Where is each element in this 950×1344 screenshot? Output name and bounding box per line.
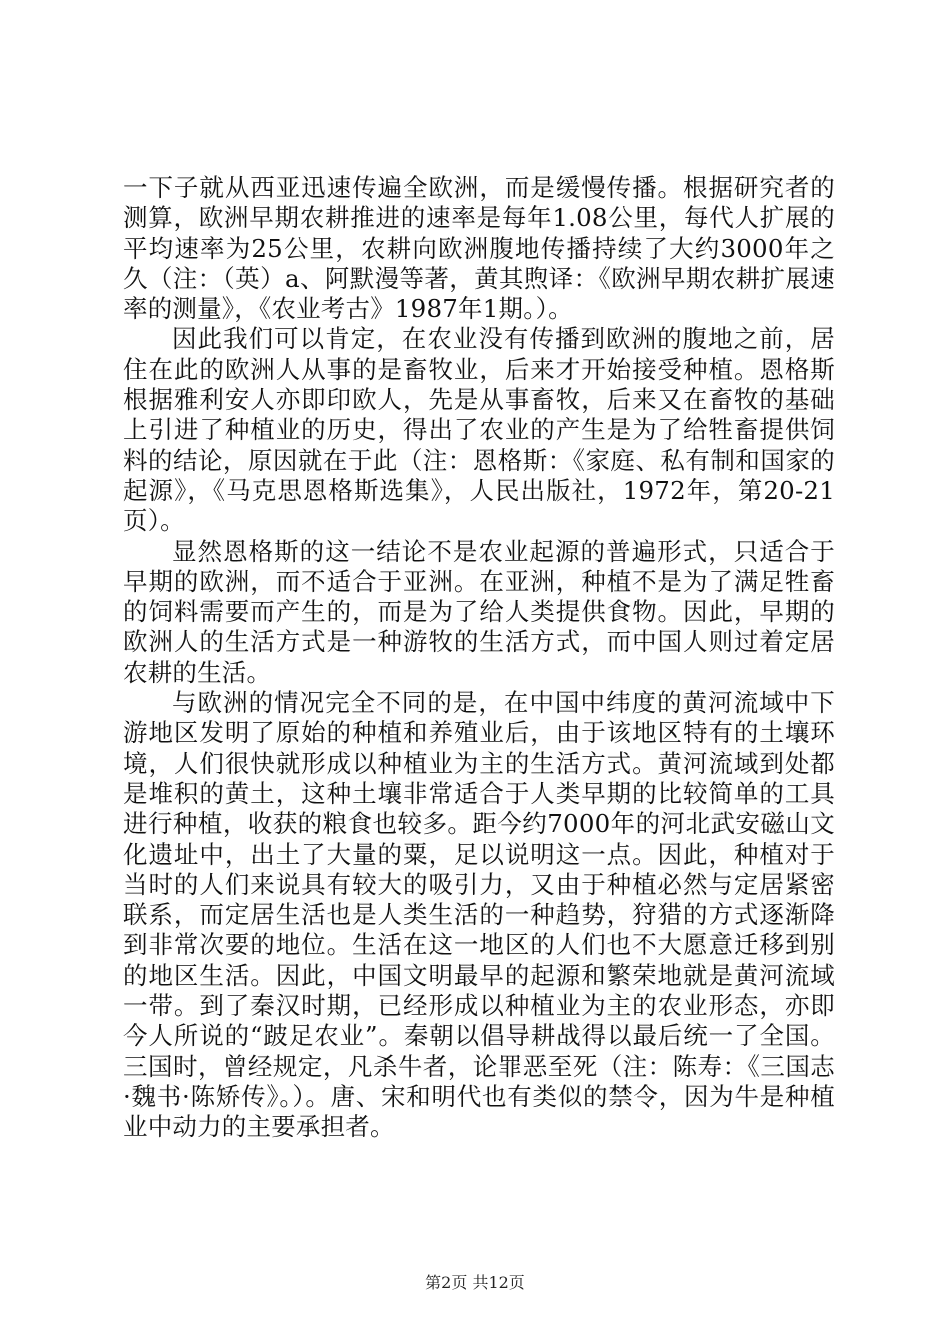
paragraph: 显然恩格斯的这一结论不是农业起源的普遍形式，只适合于早期的欧洲，而不适合于亚洲。在亚洲，种植不是为了满足牲畜的饲料需要而产生的，而是为了给人类提供食物。因此，早期的欧洲人的生活方式是一种游牧的生活方式，而中国人则过着定居农耕的生活。 (123, 536, 835, 687)
paragraph: 与欧洲的情况完全不同的是，在中国中纬度的黄河流域中下游地区发明了原始的种植和养殖业后，由于该地区特有的土壤环境，人们很快就形成以种植业为主的生活方式。黄河流域到处都是堆积的黄土，这种土壤非常适合于人类早期的比较简单的工具进行种植，收获的粮食也较多。距今约7000年的河北武安磁山文化遗址中，出土了大量的粟，足以说明这一点。因此，种植对于当时的人们来说具有较大的吸引力，又由于种植必然与定居紧密联系，而定居生活也是人类生活的一种趋势，狩猎的方式逐渐降到非常次要的地位。生活在这一地区的人们也不大愿意迁移到别的地区生活。因此，中国文明最早的起源和繁荣地就是黄河流域一带。到了秦汉时期，已经形成以种植业为主的农业形态，亦即今人所说的“跛足农业”。秦朝以倡导耕战得以最后统一了全国。三国时，曾经规定，凡杀牛者，论罪恶至死（注：陈寿：《三国志·魏书·陈矫传》。）。唐、宋和明代也有类似的禁令，因为牛是种植业中动力的主要承担者。 (123, 688, 835, 1142)
document-body (123, 173, 835, 1143)
paragraph: 因此我们可以肯定，在农业没有传播到欧洲的腹地之前，居住在此的欧洲人从事的是畜牧业，后来才开始接受种植。恩格斯根据雅利安人亦即印欧人，先是从事畜牧，后来又在畜牧的基础上引进了种植业的历史，得出了农业的产生是为了给牲畜提供饲料的结论，原因就在于此（注：恩格斯：《家庭、私有制和国家的起源》，《马克思恩格斯选集》，人民出版社，1972年，第20-21页）。 (123, 324, 835, 536)
paragraph-continued: 一下子就从西亚迅速传遍全欧洲，而是缓慢传播。根据研究者的测算，欧洲早期农耕推进的速率是每年1.08公里，每代人扩展的平均速率为25公里，农耕向欧洲腹地传播持续了大约3000年之久（注：（英）a、阿默漫等著，黄其煦译：《欧洲早期农耕扩展速率的测量》，《农业考古》1987年1期。）。 (123, 173, 835, 324)
page-number-footer: 第2页 共12页 (425, 1273, 525, 1292)
